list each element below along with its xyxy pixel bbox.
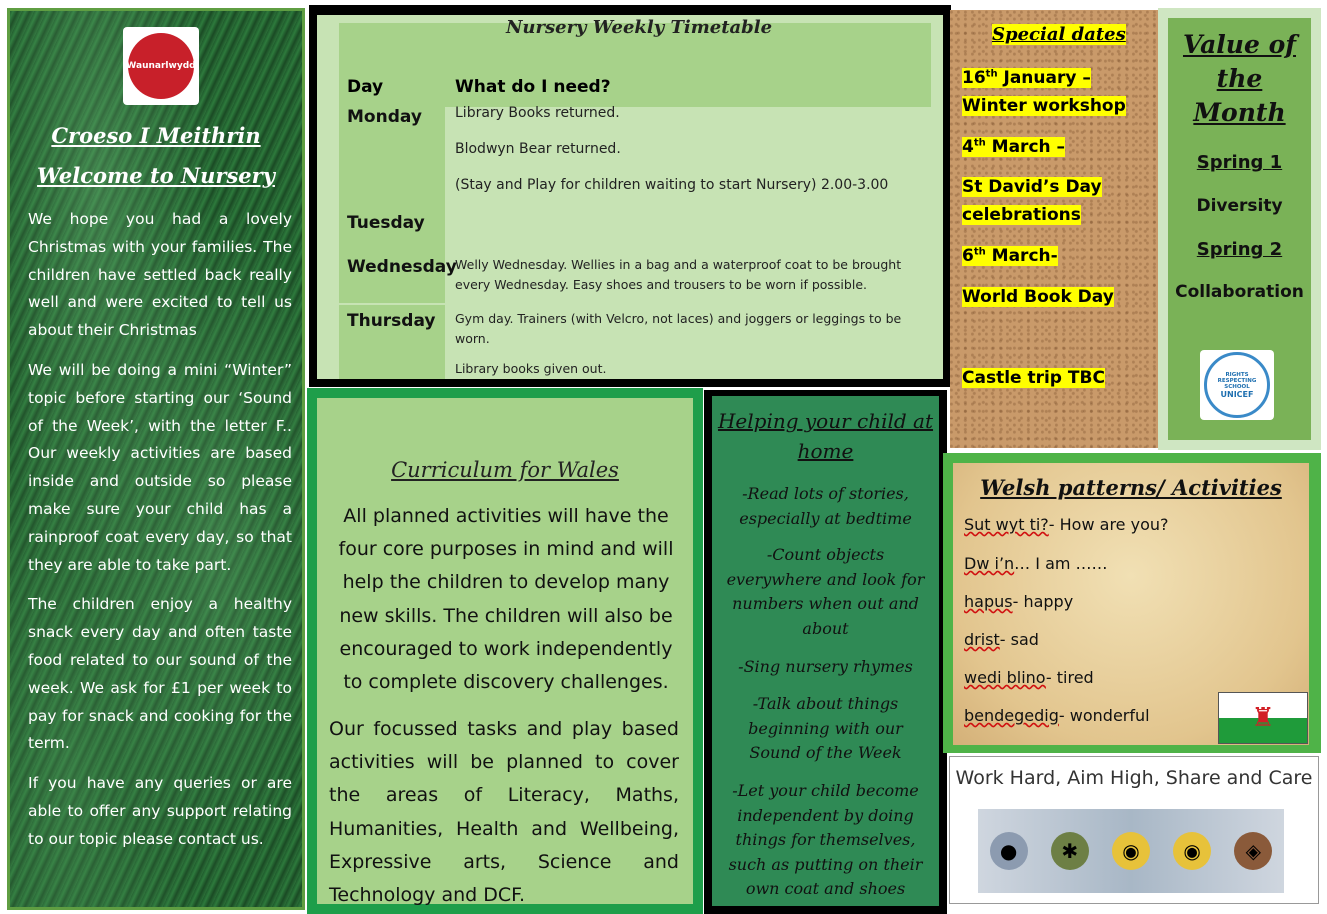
curriculum-paragraph: Our focussed tasks and play based activities will be planned to cover the areas of Literacy, Maths, Humanities, Health and Wellbeing, Expressive arts, Science and Technology and DCF. [329, 718, 679, 907]
special-event-4: Castle trip TBC [962, 368, 1105, 388]
timetable-day: Wednesday [347, 257, 457, 277]
value-term-2: Spring 2 [1196, 239, 1283, 260]
curriculum-title: Curriculum for Wales [391, 458, 619, 482]
helping-at-home-panel [704, 390, 947, 914]
welcome-body [28, 206, 292, 866]
value-title-line: the [1216, 64, 1263, 93]
curriculum-inner [317, 398, 693, 907]
welsh-phrase: Sut wyt ti?- How are you? [964, 515, 1169, 534]
timetable-day: Tuesday [347, 213, 425, 233]
welcome-title-welsh: Croeso I Meithrin [51, 123, 261, 148]
elephant-icon: ● [990, 832, 1028, 870]
welsh-patterns-panel [943, 453, 1321, 753]
value-of-month-inner [1168, 18, 1311, 440]
special-date-3: 6th March- [962, 246, 1058, 266]
helping-item: -Sing nursery rhymes [738, 657, 913, 676]
motto-panel [949, 756, 1319, 904]
owl-icon: ◈ [1234, 832, 1272, 870]
welsh-phrase: drist- sad [964, 630, 1039, 649]
rights-respecting-school-badge [1200, 350, 1274, 420]
timetable-note: (Stay and Play for children waiting to start Nursery) 2.00-3.00 [455, 177, 889, 193]
timetable-note: Welly Wednesday. Wellies in a bag and a waterproof coat to be brought every Wednesday. Easy shoes and trousers to be worn if possible. [455, 257, 902, 292]
bee-icon: ◉ [1173, 832, 1211, 870]
special-date-1: 16th January – [962, 68, 1091, 88]
timetable-day: Thursday [347, 311, 436, 331]
timetable-note: Library Books returned. [455, 105, 620, 121]
helping-title: Helping your child at home [717, 409, 934, 463]
motto-text: Work Hard, Aim High, Share and Care [955, 767, 1313, 789]
globe-icon: RIGHTS RESPECTING SCHOOL UNICEF [1204, 352, 1270, 418]
welsh-phrase: Dw i’n… I am …… [964, 554, 1108, 573]
welsh-phrase: hapus- happy [964, 592, 1074, 611]
timetable-col-day: Day [347, 77, 384, 97]
timetable-day: Monday [347, 107, 422, 127]
school-logo-emblem [128, 33, 194, 99]
helping-inner [712, 396, 939, 906]
welcome-title-english: Welcome to Nursery [37, 163, 275, 188]
curriculum-panel [307, 388, 703, 914]
welsh-flag-icon: ♜ [1218, 692, 1308, 744]
welsh-patterns-title: Welsh patterns/ Activities [980, 475, 1282, 500]
spider-icon: ✱ [1051, 832, 1089, 870]
value-2: Collaboration [1175, 282, 1304, 302]
curriculum-paragraph: All planned activities will have the four core purposes in mind and will help the children to develop many new skills. The children will also be encouraged to work independently to complete discovery challenges. [338, 505, 674, 694]
timetable-title: Nursery Weekly Timetable [505, 17, 773, 38]
value-of-month-panel [1158, 8, 1321, 450]
mascots-image [978, 809, 1284, 893]
special-event-1: Winter workshop [962, 96, 1126, 116]
special-dates-panel [950, 10, 1158, 448]
welcome-paragraph: We hope you had a lovely Christmas with your families. The children have settled back really well and were excited to tell us about their Christmas [28, 210, 292, 340]
helping-item: -Read lots of stories, especially at bedtime [739, 484, 912, 528]
welcome-paragraph: We will be doing a mini “Winter” topic before starting our ‘Sound of the Week’, with the letter F.. Our weekly activities are based inside and outside so please make sure your child has a rainproof coat every day, so that they are able to take part. [28, 360, 292, 574]
timetable-note: Library books given out. [455, 361, 607, 376]
timetable-col-need: What do I need? [455, 77, 611, 97]
bee-icon: ◉ [1112, 832, 1150, 870]
value-title-line: Month [1193, 98, 1286, 127]
special-date-2: 4th March – [962, 137, 1066, 157]
welsh-phrase: bendegedig- wonderful [964, 706, 1150, 725]
timetable-note: Blodwyn Bear returned. [455, 141, 621, 157]
special-event-3: World Book Day [962, 287, 1114, 307]
welcome-paragraph: The children enjoy a healthy snack every day and often taste food related to our sound of the week. We ask for £1 per week to pay for snack and cooking for the term. [28, 595, 292, 753]
welsh-phrase: wedi blino- tired [964, 668, 1094, 687]
helping-item: -Count objects everywhere and look for numbers when out and about [726, 545, 925, 638]
school-logo [123, 27, 199, 105]
welcome-paragraph: If you have any queries or are able to offer any support relating to our topic please contact us. [28, 774, 292, 848]
welcome-panel [7, 8, 305, 910]
helping-item: -Talk about things beginning with our Sound of the Week [748, 694, 903, 763]
special-dates-title: Special dates [992, 24, 1126, 45]
helping-item: -Let your child become independent by doing things for themselves, such as putting on their own coat and shoes [728, 781, 923, 899]
special-event-2b: celebrations [962, 205, 1081, 225]
timetable-note: Gym day. Trainers (with Velcro, not laces) and joggers or leggings to be worn. [455, 311, 902, 346]
special-event-2: St David’s Day [962, 177, 1102, 197]
timetable-table [317, 15, 943, 379]
value-term-1: Spring 1 [1196, 152, 1283, 173]
value-title-line: Value of [1182, 30, 1296, 59]
welsh-patterns-inner [953, 463, 1309, 745]
value-1: Diversity [1196, 196, 1283, 216]
timetable-panel [309, 5, 951, 387]
school-logo-text: Waunarlwydd [126, 61, 196, 71]
